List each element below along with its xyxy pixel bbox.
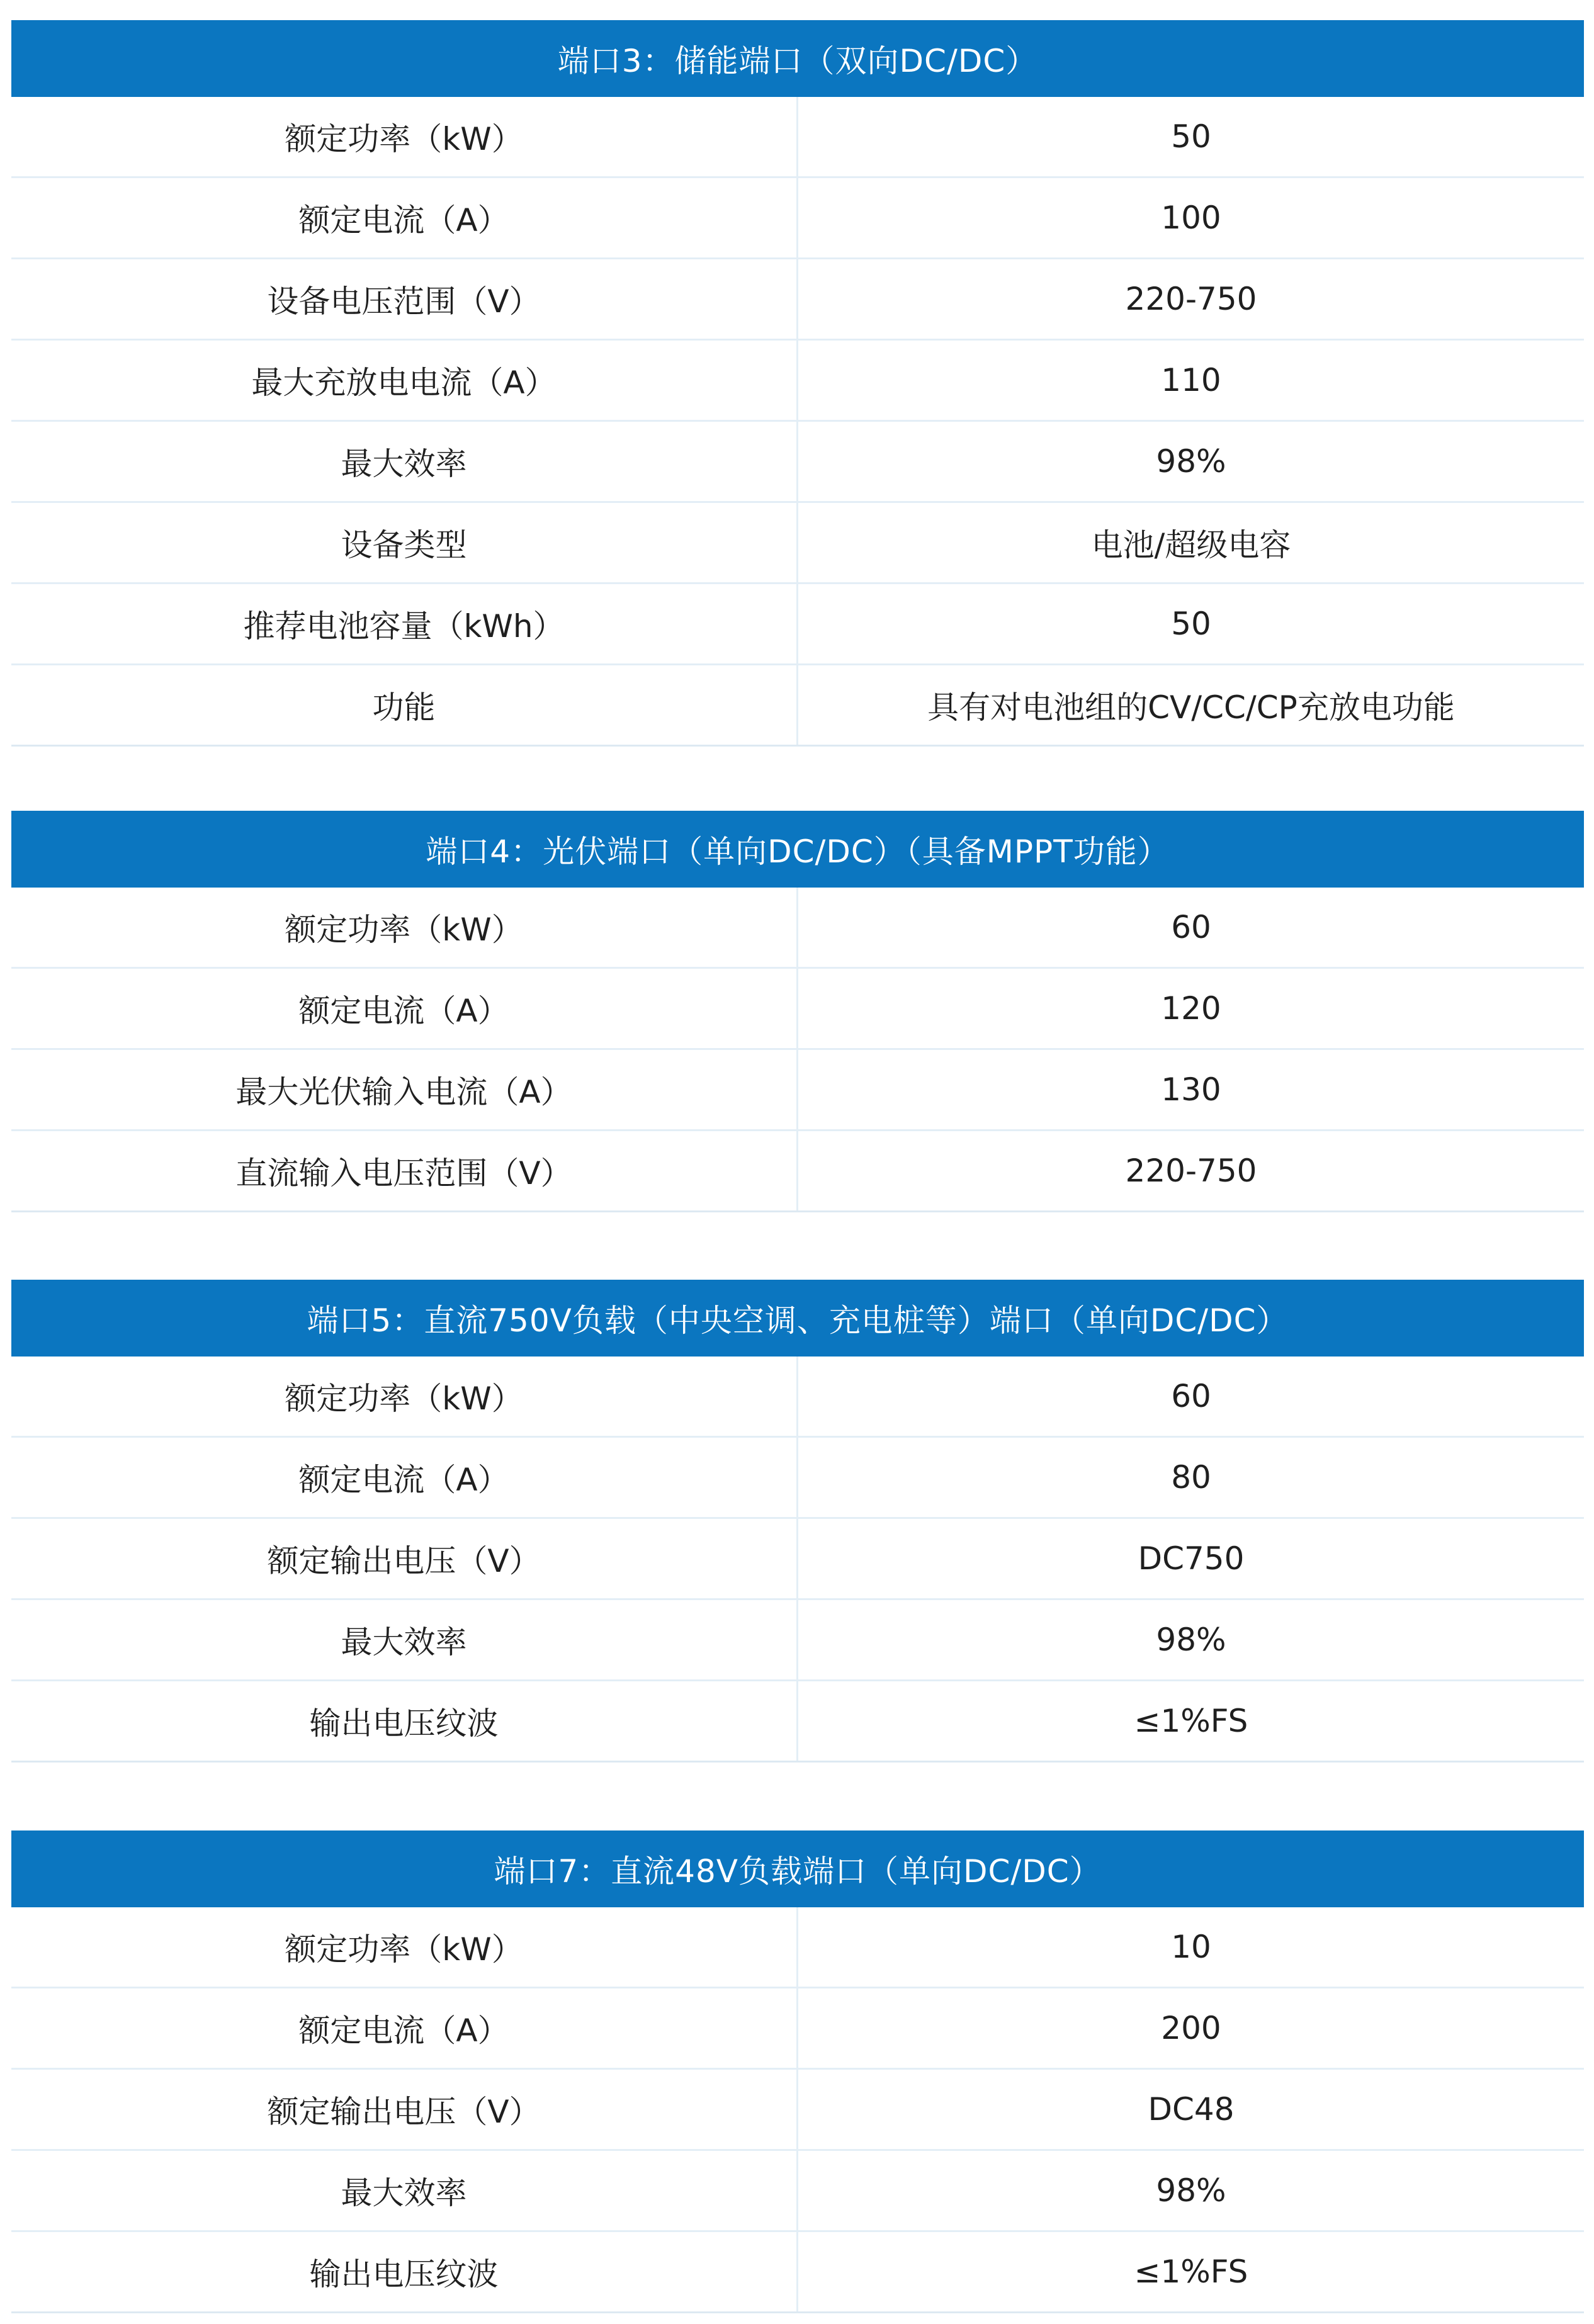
table-row — [11, 259, 1584, 341]
table-row — [11, 584, 1584, 665]
port-7-header: 端口7：直流48V负载端口（单向DC/DC） — [11, 1830, 1584, 1907]
table-row — [11, 1357, 1584, 1438]
row-label: 额定功率（kW） — [11, 1907, 798, 1987]
row-value: 80 — [1171, 1459, 1211, 1496]
row-label: 推荐电池容量（kWh） — [11, 584, 798, 663]
row-label: 设备类型 — [11, 503, 798, 582]
table-row — [11, 1050, 1584, 1131]
row-label: 额定电流（A） — [11, 178, 798, 257]
row-value: ≤1%FS — [1134, 1703, 1248, 1739]
row-value: DC750 — [1138, 1540, 1245, 1577]
row-value: 具有对电池组的CV/CC/CP充放电功能 — [927, 689, 1455, 726]
row-value: 电池/超级电容 — [1091, 527, 1291, 563]
table-row — [11, 1907, 1584, 1988]
row-label: 最大效率 — [11, 1600, 798, 1679]
row-value: 120 — [1161, 990, 1221, 1027]
table-row — [11, 341, 1584, 422]
port-3-spec-table — [11, 20, 1584, 747]
port-5-header: 端口5：直流750V负载（中央空调、充电桩等）端口（单向DC/DC） — [11, 1280, 1584, 1357]
row-label: 输出电压纹波 — [11, 1681, 798, 1761]
row-value: 110 — [1161, 362, 1221, 398]
row-value: 98% — [1156, 1622, 1226, 1658]
row-label: 最大光伏输入电流（A） — [11, 1050, 798, 1129]
row-label: 最大效率 — [11, 2151, 798, 2230]
table-row — [11, 665, 1584, 747]
row-value: ≤1%FS — [1134, 2253, 1248, 2290]
row-label: 额定功率（kW） — [11, 888, 798, 967]
table-row — [11, 1681, 1584, 1763]
table-row — [11, 1988, 1584, 2070]
row-value: 220-750 — [1125, 1153, 1257, 1189]
table-row — [11, 1438, 1584, 1519]
table-row — [11, 1131, 1584, 1212]
port-3-header: 端口3：储能端口（双向DC/DC） — [11, 20, 1584, 97]
row-value: 200 — [1161, 2010, 1221, 2046]
table-row — [11, 2232, 1584, 2313]
row-value: 60 — [1171, 909, 1211, 945]
row-label: 最大充放电电流（A） — [11, 341, 798, 420]
row-label: 设备电压范围（V） — [11, 259, 798, 339]
row-label: 额定电流（A） — [11, 1438, 798, 1517]
table-row — [11, 178, 1584, 259]
port-7-spec-table — [11, 1830, 1584, 2313]
row-label: 功能 — [11, 665, 798, 745]
row-value: 130 — [1161, 1071, 1221, 1108]
table-row — [11, 97, 1584, 178]
row-value: 98% — [1156, 2172, 1226, 2209]
table-row — [11, 888, 1584, 969]
table-row — [11, 969, 1584, 1050]
row-value: 60 — [1171, 1378, 1211, 1414]
table-row — [11, 1600, 1584, 1681]
row-value: 50 — [1171, 118, 1211, 155]
row-label: 直流输入电压范围（V） — [11, 1131, 798, 1210]
row-label: 额定功率（kW） — [11, 97, 798, 176]
row-value: 100 — [1161, 200, 1221, 236]
row-label: 额定功率（kW） — [11, 1357, 798, 1436]
row-value: 10 — [1171, 1929, 1211, 1965]
port-4-spec-table — [11, 811, 1584, 1212]
row-label: 额定电流（A） — [11, 1988, 798, 2068]
table-row — [11, 503, 1584, 584]
port-5-spec-table — [11, 1280, 1584, 1763]
row-label: 输出电压纹波 — [11, 2232, 798, 2311]
row-value: 220-750 — [1125, 281, 1257, 317]
row-label: 额定输出电压（V） — [11, 1519, 798, 1598]
table-row — [11, 1519, 1584, 1600]
row-label: 额定输出电压（V） — [11, 2070, 798, 2149]
row-label: 额定电流（A） — [11, 969, 798, 1048]
row-value: DC48 — [1148, 2091, 1235, 2128]
table-row — [11, 422, 1584, 503]
table-row — [11, 2070, 1584, 2151]
row-value: 98% — [1156, 443, 1226, 480]
row-value: 50 — [1171, 606, 1211, 642]
port-4-header: 端口4：光伏端口（单向DC/DC）（具备MPPT功能） — [11, 811, 1584, 888]
table-row — [11, 2151, 1584, 2232]
row-label: 最大效率 — [11, 422, 798, 501]
